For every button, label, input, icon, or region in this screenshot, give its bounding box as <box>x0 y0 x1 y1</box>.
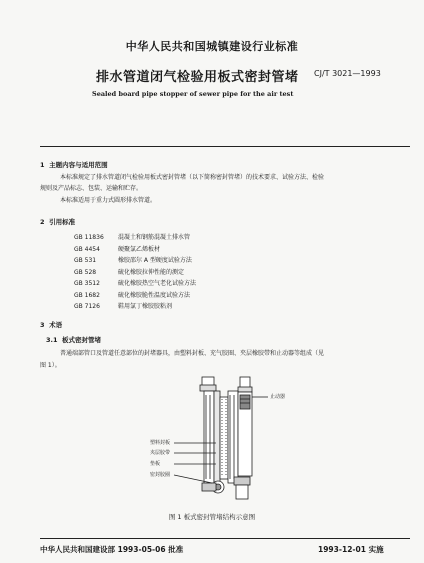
standard-code: CJ/T 3021—1993 <box>314 69 381 78</box>
reference-item: GB 3512 硫化橡胶热空气老化试验方法 <box>74 280 197 287</box>
figure-caption: 图 1 板式密封管堵结构示意图 <box>168 513 256 521</box>
subsection-3-1-para-cont: 图 1）。 <box>40 362 61 369</box>
section-3-heading: 3 术语 <box>40 321 63 329</box>
reference-item: GB 7126 鞋用氯丁橡胶胶粘剂 <box>74 303 173 310</box>
reference-item: GB 531 橡胶邵尔 A 型硬度试验方法 <box>74 257 192 264</box>
footer-divider <box>40 538 410 539</box>
section-1-heading: 1 主题内容与适用范围 <box>40 161 108 169</box>
issuing-body: 中华人民共和国城镇建设行业标准 <box>125 40 299 53</box>
label-plate: 垫板 <box>150 461 161 467</box>
implementation-date: 1993-12-01 实施 <box>318 545 384 554</box>
section-1-para-2: 本标准适用于重力式圆形排水管道。 <box>60 197 157 204</box>
document-title: 排水管道闭气检验用板式密封管堵 <box>96 70 299 85</box>
label-rubber-band: 夹层胶带 <box>150 450 171 456</box>
english-title: Sealed board pipe stopper of sewer pipe for the air test <box>92 90 294 98</box>
reference-list <box>74 232 196 313</box>
label-seal-ring: 密封胶圈 <box>150 472 171 478</box>
reference-item: GB 528 硫化橡胶拉伸性能的测定 <box>74 268 185 276</box>
reference-item: GB 11836 混凝土和钢筋混凝土排水管 <box>74 234 191 241</box>
approval-date: 中华人民共和国建设部 1993-05-06 批准 <box>40 545 184 554</box>
label-plastic-plate: 塑料封板 <box>150 440 171 446</box>
subsection-3-1-para: 普通端部管口及管道任意部位的封堵器具，由塑料封板、充气胶圈、夹层橡胶带和止动器等组成（见 <box>60 350 325 357</box>
reference-item: GB 4454 硬聚氯乙烯板材 <box>74 245 161 253</box>
label-stopper: 止动器 <box>270 394 286 400</box>
title-divider <box>40 146 410 147</box>
section-1-para-1-cont: 规则及产品标志、包装、运输和贮存。 <box>40 185 143 192</box>
section-1-para-1: 本标准规定了排水管道闭气检验用板式密封管堵（以下简称密封管堵）的技术要求、试验方法、检验 <box>60 174 325 181</box>
section-2-heading: 2 引用标准 <box>40 218 76 226</box>
subsection-3-1-heading: 3.1 板式密封管堵 <box>46 336 102 344</box>
reference-item: GB 1682 硫化橡胶脆性温度试验方法 <box>74 291 191 299</box>
